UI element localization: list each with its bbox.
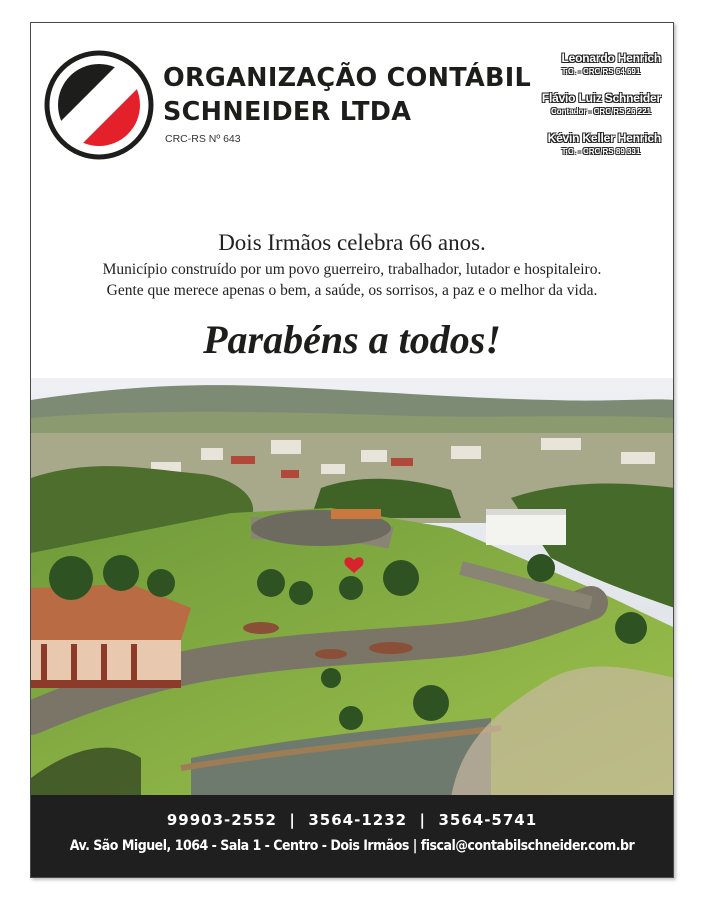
person xyxy=(511,51,661,76)
people-list xyxy=(511,51,661,171)
phone-numbers: 99903-2552 | 3564-1232 | 3564-5741 xyxy=(166,811,538,829)
person-role: T.C. - CRC/RS 64.691 xyxy=(561,67,641,76)
person xyxy=(511,131,661,156)
message-line2: Gente que merece apenas o bem, a saúde, os sorrisos, a paz e o melhor da vida. xyxy=(106,282,598,299)
person-role: T.C. - CRC/RS 89.331 xyxy=(561,147,641,156)
address-email: Av. São Miguel, 1064 - Sala 1 - Centro - Dois Irmãos | fiscal@contabilschneider.com.br xyxy=(69,838,635,854)
headline: Dois Irmãos celebra 66 anos. xyxy=(218,230,486,255)
company-name-line1: ORGANIZAÇÃO CONTÁBIL xyxy=(163,63,532,93)
person-name: Flávio Luiz Schneider xyxy=(541,91,661,105)
contact-footer xyxy=(31,795,673,877)
message-line1: Município construído por um povo guerreiro, trabalhador, lutador e hospitaleiro. xyxy=(102,261,602,278)
person xyxy=(511,91,661,116)
person-name: Leonardo Henrich xyxy=(561,51,661,65)
company-logo-icon xyxy=(44,50,154,160)
person-name: Kévin Keller Henrich xyxy=(547,131,661,145)
company-crc: CRC-RS Nº 643 xyxy=(165,133,241,145)
company-name xyxy=(163,61,531,129)
company-name-line2: SCHNEIDER LTDA xyxy=(163,97,412,127)
aerial-park-photo xyxy=(31,378,674,798)
advertisement xyxy=(30,22,674,878)
person-role: Contador - CRC/RS 26.221 xyxy=(550,107,652,116)
congrats-title: Parabéns a todos! xyxy=(203,317,501,362)
